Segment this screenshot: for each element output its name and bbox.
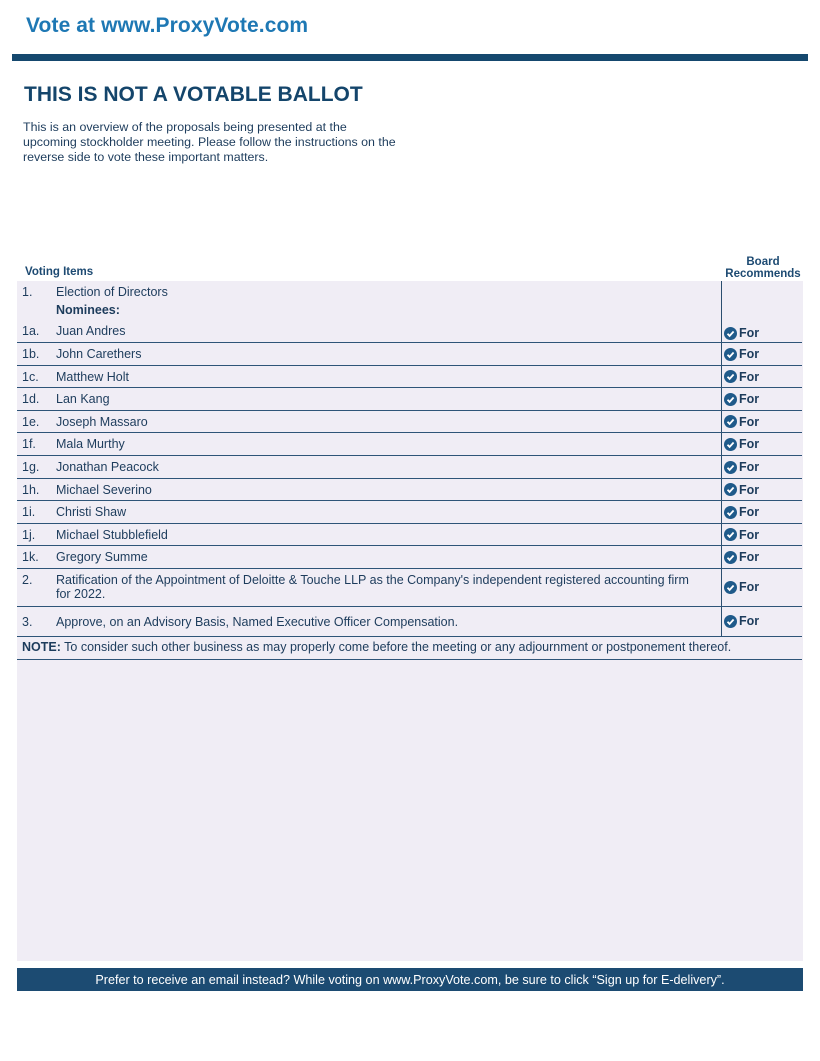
check-circle-icon [724, 327, 737, 340]
item-3-row [17, 607, 802, 637]
recommendation-label: For [739, 550, 760, 565]
nominee-number: 1c. [22, 369, 39, 384]
check-circle-icon [724, 438, 737, 451]
recommendation [724, 483, 759, 497]
check-circle-icon [724, 370, 737, 383]
nominee-row [17, 388, 802, 411]
nominee-row [17, 433, 802, 456]
e-delivery-banner: Prefer to receive an email instead? While voting on www.ProxyVote.com, be sure to click “Sign up for E-delivery”. [17, 968, 803, 991]
nominee-name: Michael Stubblefield [56, 527, 168, 542]
check-circle-icon [724, 415, 737, 428]
recommendation-label: For [739, 580, 760, 594]
item-number: 1. [22, 285, 33, 299]
item-label-line1: Ratification of the Appointment of Deloitte & Touche LLP as the Company's independent registered accounting firm [56, 573, 689, 587]
nominee-number: 1f. [22, 437, 36, 452]
nominee-name: Mala Murthy [56, 437, 125, 452]
nominee-number: 1d. [22, 392, 40, 407]
recommendation [724, 528, 759, 542]
nominee-name: Jonathan Peacock [56, 460, 159, 474]
item-label-line2: for 2022. [56, 587, 106, 601]
check-circle-icon [724, 483, 737, 496]
recommendation-label: For [739, 347, 760, 361]
nominee-row [17, 501, 802, 524]
nominee-number: 1i. [22, 505, 36, 520]
check-circle-icon [724, 506, 737, 519]
nominee-row [17, 479, 802, 502]
nominee-row [17, 546, 802, 569]
nominee-row [17, 366, 802, 389]
recommendation-label: For [739, 437, 760, 452]
recommendation-label: For [739, 392, 760, 407]
check-circle-icon [724, 461, 737, 474]
ballot-title: THIS IS NOT A VOTABLE BALLOT [24, 83, 363, 106]
item-label: Election of Directors [56, 285, 168, 299]
recommendation-label: For [739, 614, 760, 628]
recommendation [724, 505, 759, 519]
check-circle-icon [724, 348, 737, 361]
recommendation-label: For [739, 460, 760, 474]
item-2-row [17, 568, 802, 607]
note-rule [17, 659, 802, 660]
note-label: NOTE: [22, 640, 61, 654]
check-circle-icon [724, 528, 737, 541]
recommendation-label: For [739, 482, 760, 497]
nominee-number: 1b. [22, 347, 40, 361]
nominee-number: 1k. [22, 550, 39, 565]
nominee-number: 1a. [22, 324, 40, 338]
voting-items-header: Voting Items [25, 266, 94, 278]
proxyvote-link[interactable]: Vote at www.ProxyVote.com [26, 14, 309, 37]
nominee-name: John Carethers [56, 347, 142, 361]
check-circle-icon [724, 393, 737, 406]
note-text: To consider such other business as may properly come before the meeting or any adjournment or postponement thereof. [60, 640, 732, 654]
board-recommends-header: Board Recommends [725, 256, 801, 280]
header-rule [12, 54, 808, 61]
item-label: Approve, on an Advisory Basis, Named Executive Officer Compensation. [56, 615, 459, 629]
nominee-number: 1j. [22, 527, 36, 542]
recommendation [724, 437, 759, 451]
nominee-number: 1g. [22, 460, 40, 474]
note [22, 640, 731, 654]
recommendation [724, 326, 759, 340]
nominee-name: Joseph Massaro [56, 414, 148, 429]
nominee-row [17, 524, 802, 547]
nominees-label: Nominees: [56, 303, 120, 317]
check-circle-icon [724, 581, 737, 594]
recommendation-label: For [739, 414, 760, 429]
item-1-row [17, 281, 802, 343]
item-number: 2. [22, 573, 33, 587]
recommendation-label: For [739, 527, 760, 542]
check-circle-icon [724, 615, 737, 628]
recommendation [724, 392, 759, 406]
recommendation [724, 415, 759, 429]
nominee-name: Christi Shaw [56, 505, 127, 520]
nominee-name: Matthew Holt [56, 369, 129, 384]
nominee-name: Lan Kang [56, 392, 110, 407]
recommendation-label: For [739, 505, 760, 520]
recommendation [724, 580, 759, 594]
nominee-number: 1h. [22, 482, 40, 497]
recommendation [724, 370, 759, 384]
check-circle-icon [724, 551, 737, 564]
recommendation [724, 460, 759, 474]
nominee-name: Gregory Summe [56, 550, 148, 565]
recommendation-label: For [739, 369, 760, 384]
recommendation [724, 550, 759, 564]
intro-text: This is an overview of the proposals being presented at the upcoming stockholder meeting. Please follow the instructions on the reverse side to vote these important matters. [23, 120, 396, 164]
recommendation-label: For [739, 326, 760, 340]
recommendation [724, 347, 759, 361]
item-number: 3. [22, 615, 33, 629]
nominee-name: Michael Severino [56, 482, 152, 497]
nominee-number: 1e. [22, 414, 40, 429]
nominee-name: Juan Andres [56, 324, 126, 338]
recommendation [724, 614, 759, 628]
nominee-row [17, 343, 802, 366]
nominee-row [17, 411, 802, 434]
nominee-row [17, 456, 802, 479]
